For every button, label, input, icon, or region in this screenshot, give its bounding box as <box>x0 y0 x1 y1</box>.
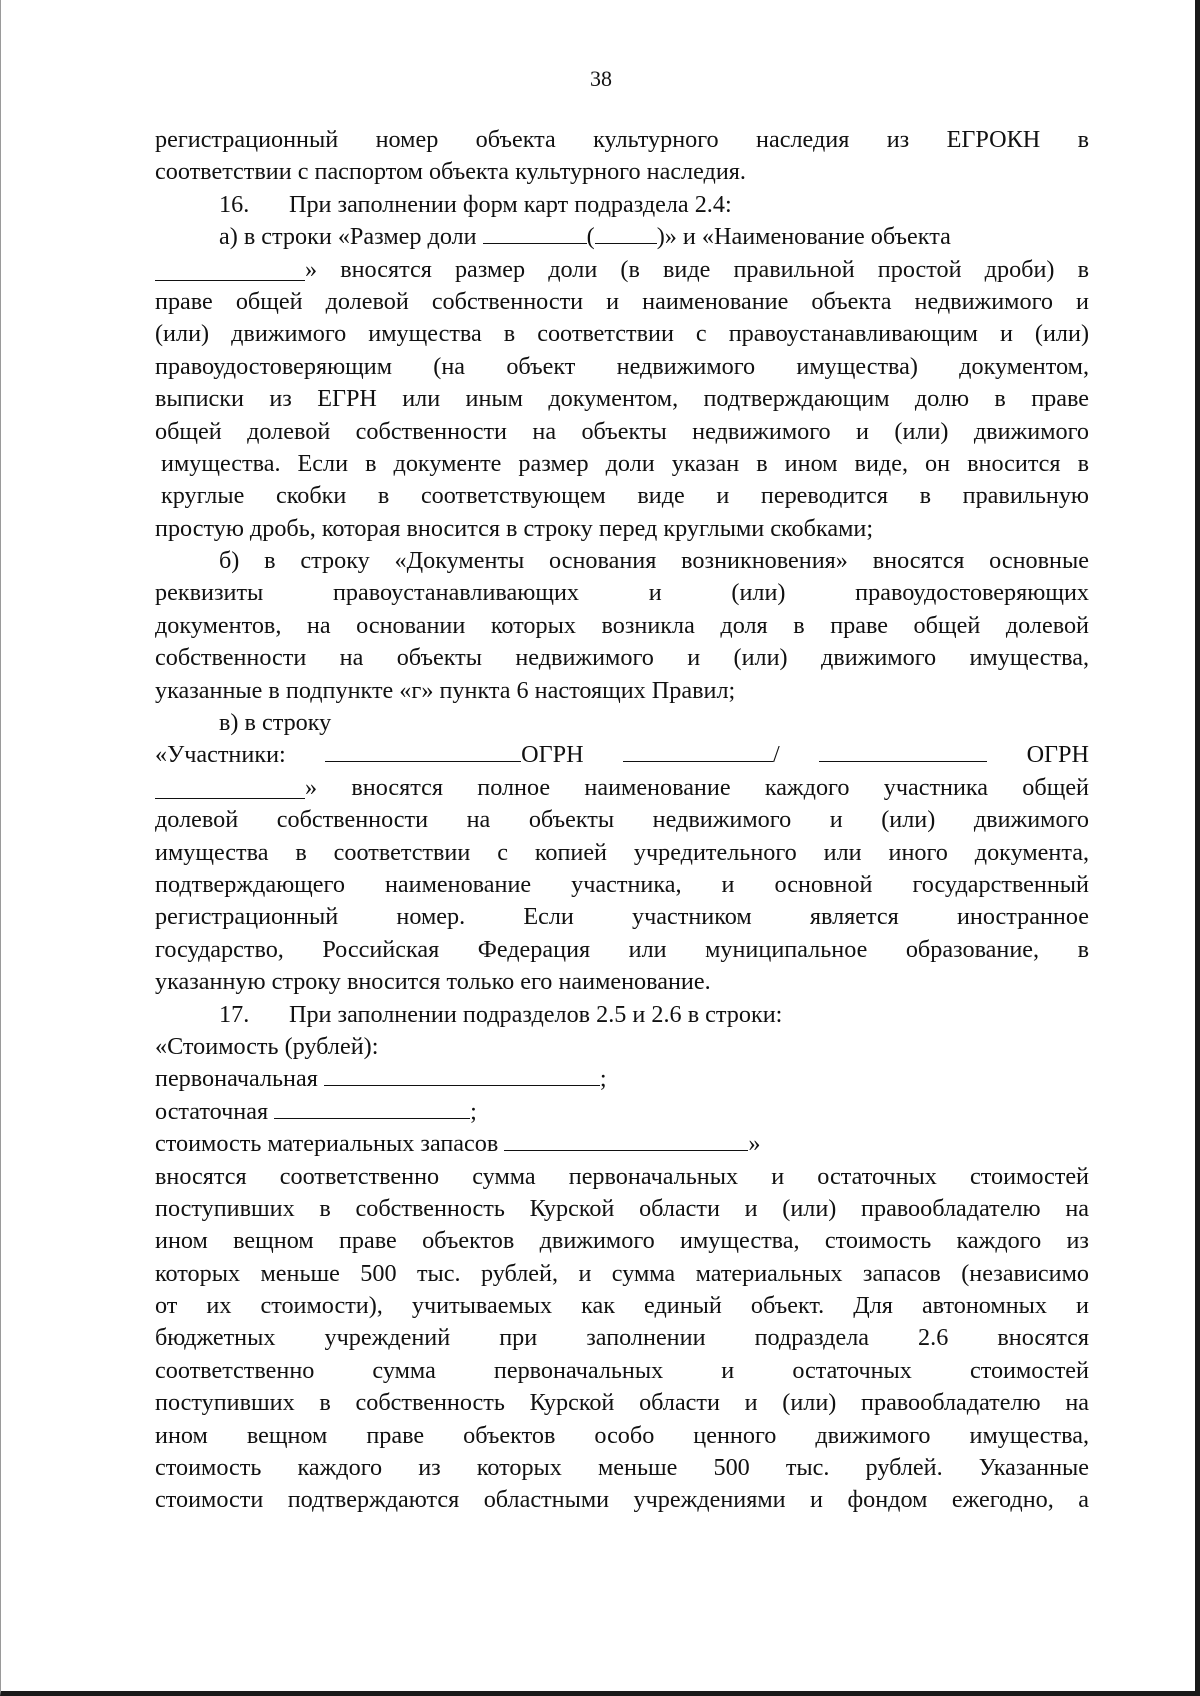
text-fragment: ; <box>599 1065 607 1093</box>
text-line: в) в строку <box>219 709 332 737</box>
text-line: круглые скобки в соответствующем виде и переводится в правильную <box>161 482 1089 510</box>
text-line: стоимости подтверждаются областными учреждениями и фондом ежегодно, а <box>155 1486 1089 1514</box>
fill-blank <box>819 739 987 762</box>
text-line: ином вещном праве объектов особо ценного движимого имущества, <box>155 1421 1089 1449</box>
text-fragment: «Участники: <box>155 741 286 769</box>
text-fragment: ОГРН <box>1026 741 1089 769</box>
text-line <box>155 254 1089 286</box>
text-line: реквизиты правоустанавливающих и (или) правоудостоверяющих <box>155 579 1089 607</box>
item-17-heading <box>155 999 1089 1031</box>
text-line: правоудостоверяющим (на объект недвижимого имущества) документом, <box>155 352 1089 380</box>
text-line: имущества. Если в документе размер доли указан в ином виде, он вносится в <box>161 449 1089 477</box>
item-number: 16. <box>219 190 250 218</box>
text-line: которых меньше 500 тыс. рублей, и сумма материальных запасов (независимо <box>155 1259 1089 1287</box>
text-line: от их стоимости), учитываемых как единый объект. Для автономных и <box>155 1292 1089 1320</box>
text-fragment: стоимость материальных запасов <box>155 1130 499 1158</box>
fill-blank <box>155 776 305 799</box>
text-line <box>155 1063 1089 1095</box>
text-line: вносятся соответственно сумма первоначальных и остаточных стоимостей <box>155 1162 1089 1190</box>
participants-line <box>155 739 1089 771</box>
text-line <box>155 1096 1089 1128</box>
text-line: соответственно сумма первоначальных и остаточных стоимостей <box>155 1356 1089 1384</box>
text-fragment: » вносятся размер доли (в виде правильной простой дроби) в <box>305 255 1089 283</box>
text-line: регистрационный номер объекта культурного наследия из ЕГРОКН в <box>155 126 1089 153</box>
text-line: документов, на основании которых возникла доля в праве общей долевой <box>155 611 1089 639</box>
text-fragment: а) в строки «Размер доли <box>219 223 477 251</box>
text-line <box>155 1128 1089 1160</box>
text-line <box>155 772 1089 804</box>
text-line: выписки из ЕГРН или иным документом, подтверждающим долю в праве <box>155 385 1089 413</box>
text-line: ином вещном праве объектов движимого имущества, стоимость каждого из <box>155 1227 1089 1255</box>
text-line: указанные в подпункте «г» пункта 6 настоящих Правил; <box>155 676 736 704</box>
text-fragment: первоначальная <box>155 1065 318 1093</box>
text-line: долевой собственности на объекты недвижимого и (или) движимого <box>155 806 1089 834</box>
text-fragment: При заполнении подразделов 2.5 и 2.6 в строки: <box>289 1000 783 1028</box>
fill-blank <box>325 739 521 762</box>
fill-blank <box>595 221 657 244</box>
text-line: праве общей долевой собственности и наименование объекта недвижимого и <box>155 287 1089 315</box>
document-body <box>155 124 1089 1517</box>
text-line: (или) движимого имущества в соответствии с правоустанавливающим и (или) <box>155 320 1089 348</box>
item-number: 17. <box>219 1000 250 1028</box>
text-fragment: » <box>748 1130 761 1158</box>
text-line: государство, Российская Федерация или муниципальное образование, в <box>155 935 1089 963</box>
text-line: стоимость каждого из которых меньше 500 тыс. рублей. Указанные <box>155 1454 1089 1482</box>
item-16-heading <box>155 189 1089 221</box>
fill-blank <box>274 1096 470 1119</box>
text-line: имущества в соответствии с копией учредительного или иного документа, <box>155 838 1089 866</box>
text-line: поступивших в собственность Курской области и (или) правообладателю на <box>155 1389 1089 1417</box>
text-line: «Стоимость (рублей): <box>155 1032 379 1060</box>
text-fragment: / <box>772 741 780 769</box>
text-line: указанную строку вносится только его наименование. <box>155 968 711 996</box>
fill-blank <box>483 221 587 244</box>
text-line <box>155 221 1089 253</box>
text-fragment: ; <box>470 1097 477 1125</box>
text-line: простую дробь, которая вносится в строку перед круглыми скобками; <box>155 514 874 542</box>
text-fragment: )» и «Наименование объекта <box>656 223 951 251</box>
text-fragment: ( <box>586 223 595 251</box>
text-line: общей долевой собственности на объекты недвижимого и (или) движимого <box>155 417 1089 445</box>
text-line: бюджетных учреждений при заполнении подраздела 2.6 вносятся <box>155 1324 1089 1352</box>
fill-blank <box>623 739 773 762</box>
text-line: поступивших в собственность Курской области и (или) правообладателю на <box>155 1194 1089 1222</box>
text-line: регистрационный номер. Если участником является иностранное <box>155 903 1089 931</box>
text-line: б) в строку «Документы основания возникновения» вносятся основные <box>219 547 1089 575</box>
page-number: 38 <box>590 66 612 91</box>
text-fragment: При заполнении форм карт подраздела 2.4: <box>289 190 732 218</box>
text-fragment: остаточная <box>155 1097 269 1125</box>
text-fragment: ОГРН <box>521 741 584 769</box>
fill-blank <box>324 1063 600 1086</box>
fill-blank <box>504 1128 748 1151</box>
fill-blank <box>155 258 305 281</box>
text-line: подтверждающего наименование участника, и основной государственный <box>155 870 1089 898</box>
text-line: собственности на объекты недвижимого и (или) движимого имущества, <box>155 644 1089 672</box>
text-line: соответствии с паспортом объекта культурного наследия. <box>155 158 746 186</box>
text-fragment: » вносятся полное наименование каждого участника общей <box>305 773 1089 801</box>
